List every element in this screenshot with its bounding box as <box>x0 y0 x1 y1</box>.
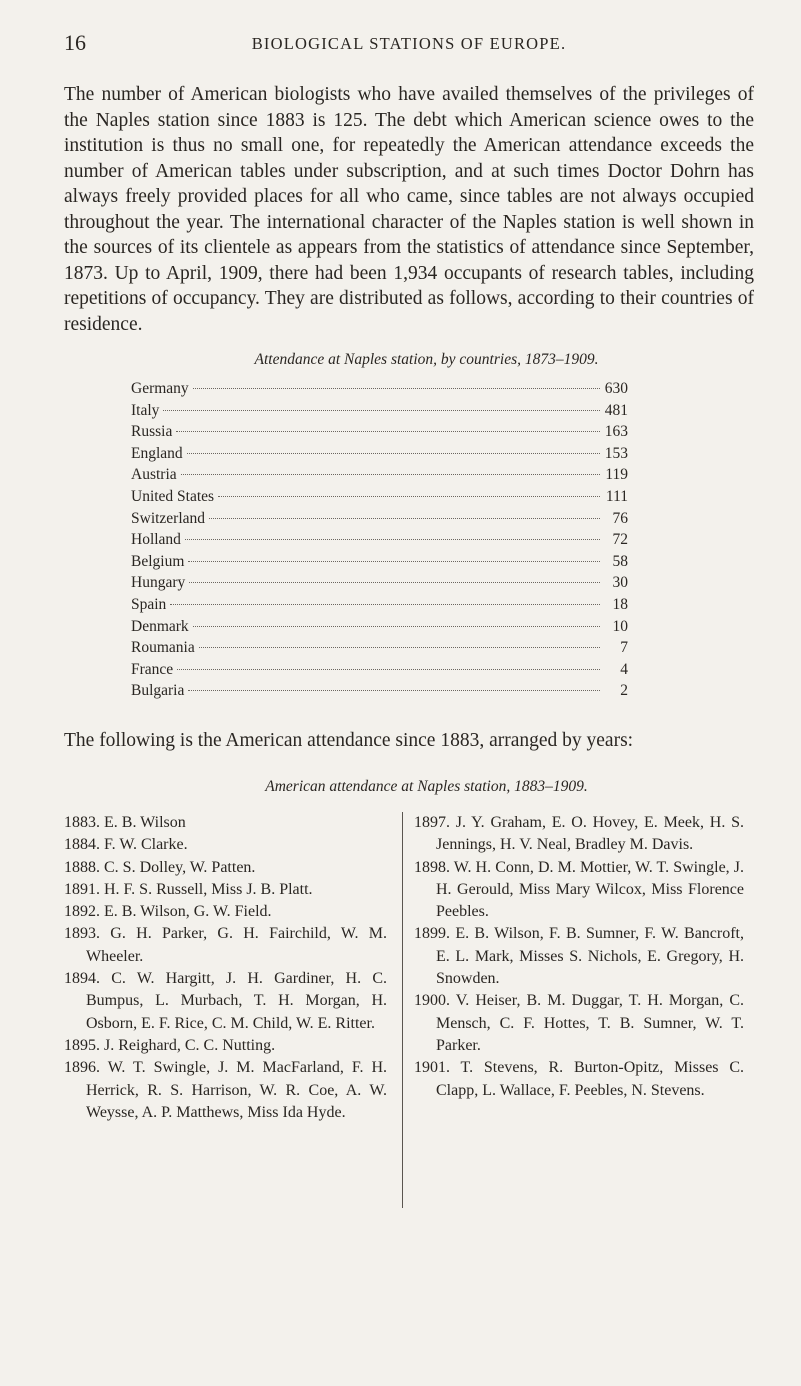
dot-leader <box>188 690 600 691</box>
table-row <box>131 486 628 508</box>
country-name: Roumania <box>131 639 195 657</box>
table-row <box>131 659 628 681</box>
attendance-count: 30 <box>612 574 628 592</box>
dot-leader <box>188 561 600 562</box>
american-list-right-column <box>414 812 744 1102</box>
list-item: 1898. W. H. Conn, D. M. Mottier, W. T. Swingle, J. H. Gerould, Miss Mary Wilcox, Miss Florence Peebles. <box>414 858 744 921</box>
country-name: Spain <box>131 595 167 613</box>
running-head <box>64 30 754 56</box>
list-item: 1892. E. B. Wilson, G. W. Field. <box>64 903 272 921</box>
attendance-count: 111 <box>605 487 628 505</box>
dot-leader <box>176 431 600 432</box>
dot-leader <box>218 496 600 497</box>
dot-leader <box>193 626 600 627</box>
running-title: BIOLOGICAL STATIONS OF EUROPE. <box>251 34 567 53</box>
dot-leader <box>209 518 600 519</box>
dot-leader <box>189 582 600 583</box>
dot-leader <box>193 388 600 389</box>
list-item: 1893. G. H. Parker, G. H. Fairchild, W. M. Wheeler. <box>64 925 387 965</box>
attendance-count: 10 <box>612 617 628 635</box>
list-item: 1901. T. Stevens, R. Burton-Opitz, Misses C. Clapp, L. Wallace, F. Peebles, N. Stevens. <box>414 1059 744 1099</box>
table-row <box>131 572 628 594</box>
country-name: Switzerland <box>131 509 206 527</box>
page-number: 16 <box>64 30 86 55</box>
country-name: Bulgaria <box>131 682 185 700</box>
list-item: 1897. J. Y. Graham, E. O. Hovey, E. Meek, H. S. Jennings, H. V. Neal, Bradley M. Davis. <box>414 814 744 854</box>
country-name: Russia <box>131 423 173 441</box>
american-list-left-column <box>64 812 387 1124</box>
country-name: Denmark <box>131 617 189 635</box>
intro-paragraph: The number of American biologists who have availed themselves of the privileges of the Naples station since 1883 is 125. The debt which American science owes to the institution is thus no small one, for repeatedly the American attendance exceeds the number of American tables under subscription, and at such times Doctor Dohrn has always freely provided places for all who came, since tables are not always occupied throughout the year. The international character of the Naples station is well shown in the sources of its clientele as appears from the statistics of attendance since September, 1873. Up to April, 1909, there had been 1,934 occupants of research tables, including repetitions of occupancy. They are distributed as follows, according to their countries of residence. <box>64 84 754 335</box>
table-row <box>131 400 628 422</box>
list-item: 1884. F. W. Clarke. <box>64 836 188 854</box>
attendance-count: 2 <box>620 682 628 700</box>
list-item: 1891. H. F. S. Russell, Miss J. B. Platt. <box>64 880 313 898</box>
table-row <box>131 616 628 638</box>
table-row <box>131 508 628 530</box>
country-name: Austria <box>131 466 177 484</box>
attendance-count: 630 <box>604 380 628 397</box>
attendance-count: 4 <box>620 660 628 678</box>
country-name: Holland <box>131 531 181 549</box>
country-name: Belgium <box>131 552 185 570</box>
list-item: 1895. J. Reighard, C. C. Nutting. <box>64 1036 276 1054</box>
table-row <box>131 637 628 659</box>
dot-leader <box>177 669 600 670</box>
country-name: United States <box>131 487 215 505</box>
list-item: 1888. C. S. Dolley, W. Patten. <box>64 858 256 876</box>
table-row <box>131 529 628 551</box>
attendance-count: 119 <box>605 466 628 484</box>
table-row <box>131 421 628 443</box>
following-paragraph: The following is the American attendance since 1883, arranged by years: <box>64 730 634 751</box>
list-item: 1896. W. T. Swingle, J. M. MacFarland, F. H. Herrick, R. S. Harrison, W. R. Coe, A. W. Weysse, A. P. Matthews, Miss Ida Hyde. <box>64 1059 387 1121</box>
country-name: Hungary <box>131 574 186 592</box>
country-name: Germany <box>131 380 189 397</box>
attendance-count: 163 <box>604 423 628 441</box>
attendance-count: 481 <box>604 401 628 419</box>
table-row <box>131 680 628 702</box>
list-item: 1900. V. Heiser, B. M. Duggar, T. H. Morgan, C. Mensch, C. F. Hottes, T. B. Sumner, W. T. Parker. <box>414 992 744 1054</box>
country-name: England <box>131 444 183 462</box>
country-name: Italy <box>131 401 160 419</box>
table-row <box>131 551 628 573</box>
attendance-count: 7 <box>620 639 628 657</box>
dot-leader <box>185 539 600 540</box>
country-name: France <box>131 660 174 678</box>
dot-leader <box>163 410 600 411</box>
dot-leader <box>170 604 600 605</box>
attendance-count: 76 <box>612 509 628 527</box>
column-divider <box>402 812 403 1208</box>
attendance-count: 58 <box>612 552 628 570</box>
dot-leader <box>187 453 600 454</box>
countries-table <box>131 378 628 702</box>
attendance-count: 72 <box>612 531 628 549</box>
table-row <box>131 464 628 486</box>
attendance-count: 153 <box>604 444 628 462</box>
countries-table-caption: Attendance at Naples station, by countries, 1873–1909. <box>254 351 599 368</box>
dot-leader <box>199 647 600 648</box>
table-row <box>131 443 628 465</box>
list-item: 1894. C. W. Hargitt, J. H. Gardiner, H. C. Bumpus, L. Murbach, T. H. Morgan, H. Osborn, E. F. Rice, C. M. Child, W. E. Ritter. <box>64 970 387 1032</box>
attendance-count: 18 <box>612 595 628 613</box>
list-item: 1899. E. B. Wilson, F. B. Sumner, F. W. Bancroft, E. L. Mark, Misses S. Nichols, E. Gregory, H. Snowden. <box>414 925 744 988</box>
list-item: 1883. E. B. Wilson <box>64 814 186 831</box>
dot-leader <box>181 474 600 475</box>
american-list-caption: American attendance at Naples station, 1883–1909. <box>265 778 588 795</box>
table-row <box>131 378 628 400</box>
table-row <box>131 594 628 616</box>
